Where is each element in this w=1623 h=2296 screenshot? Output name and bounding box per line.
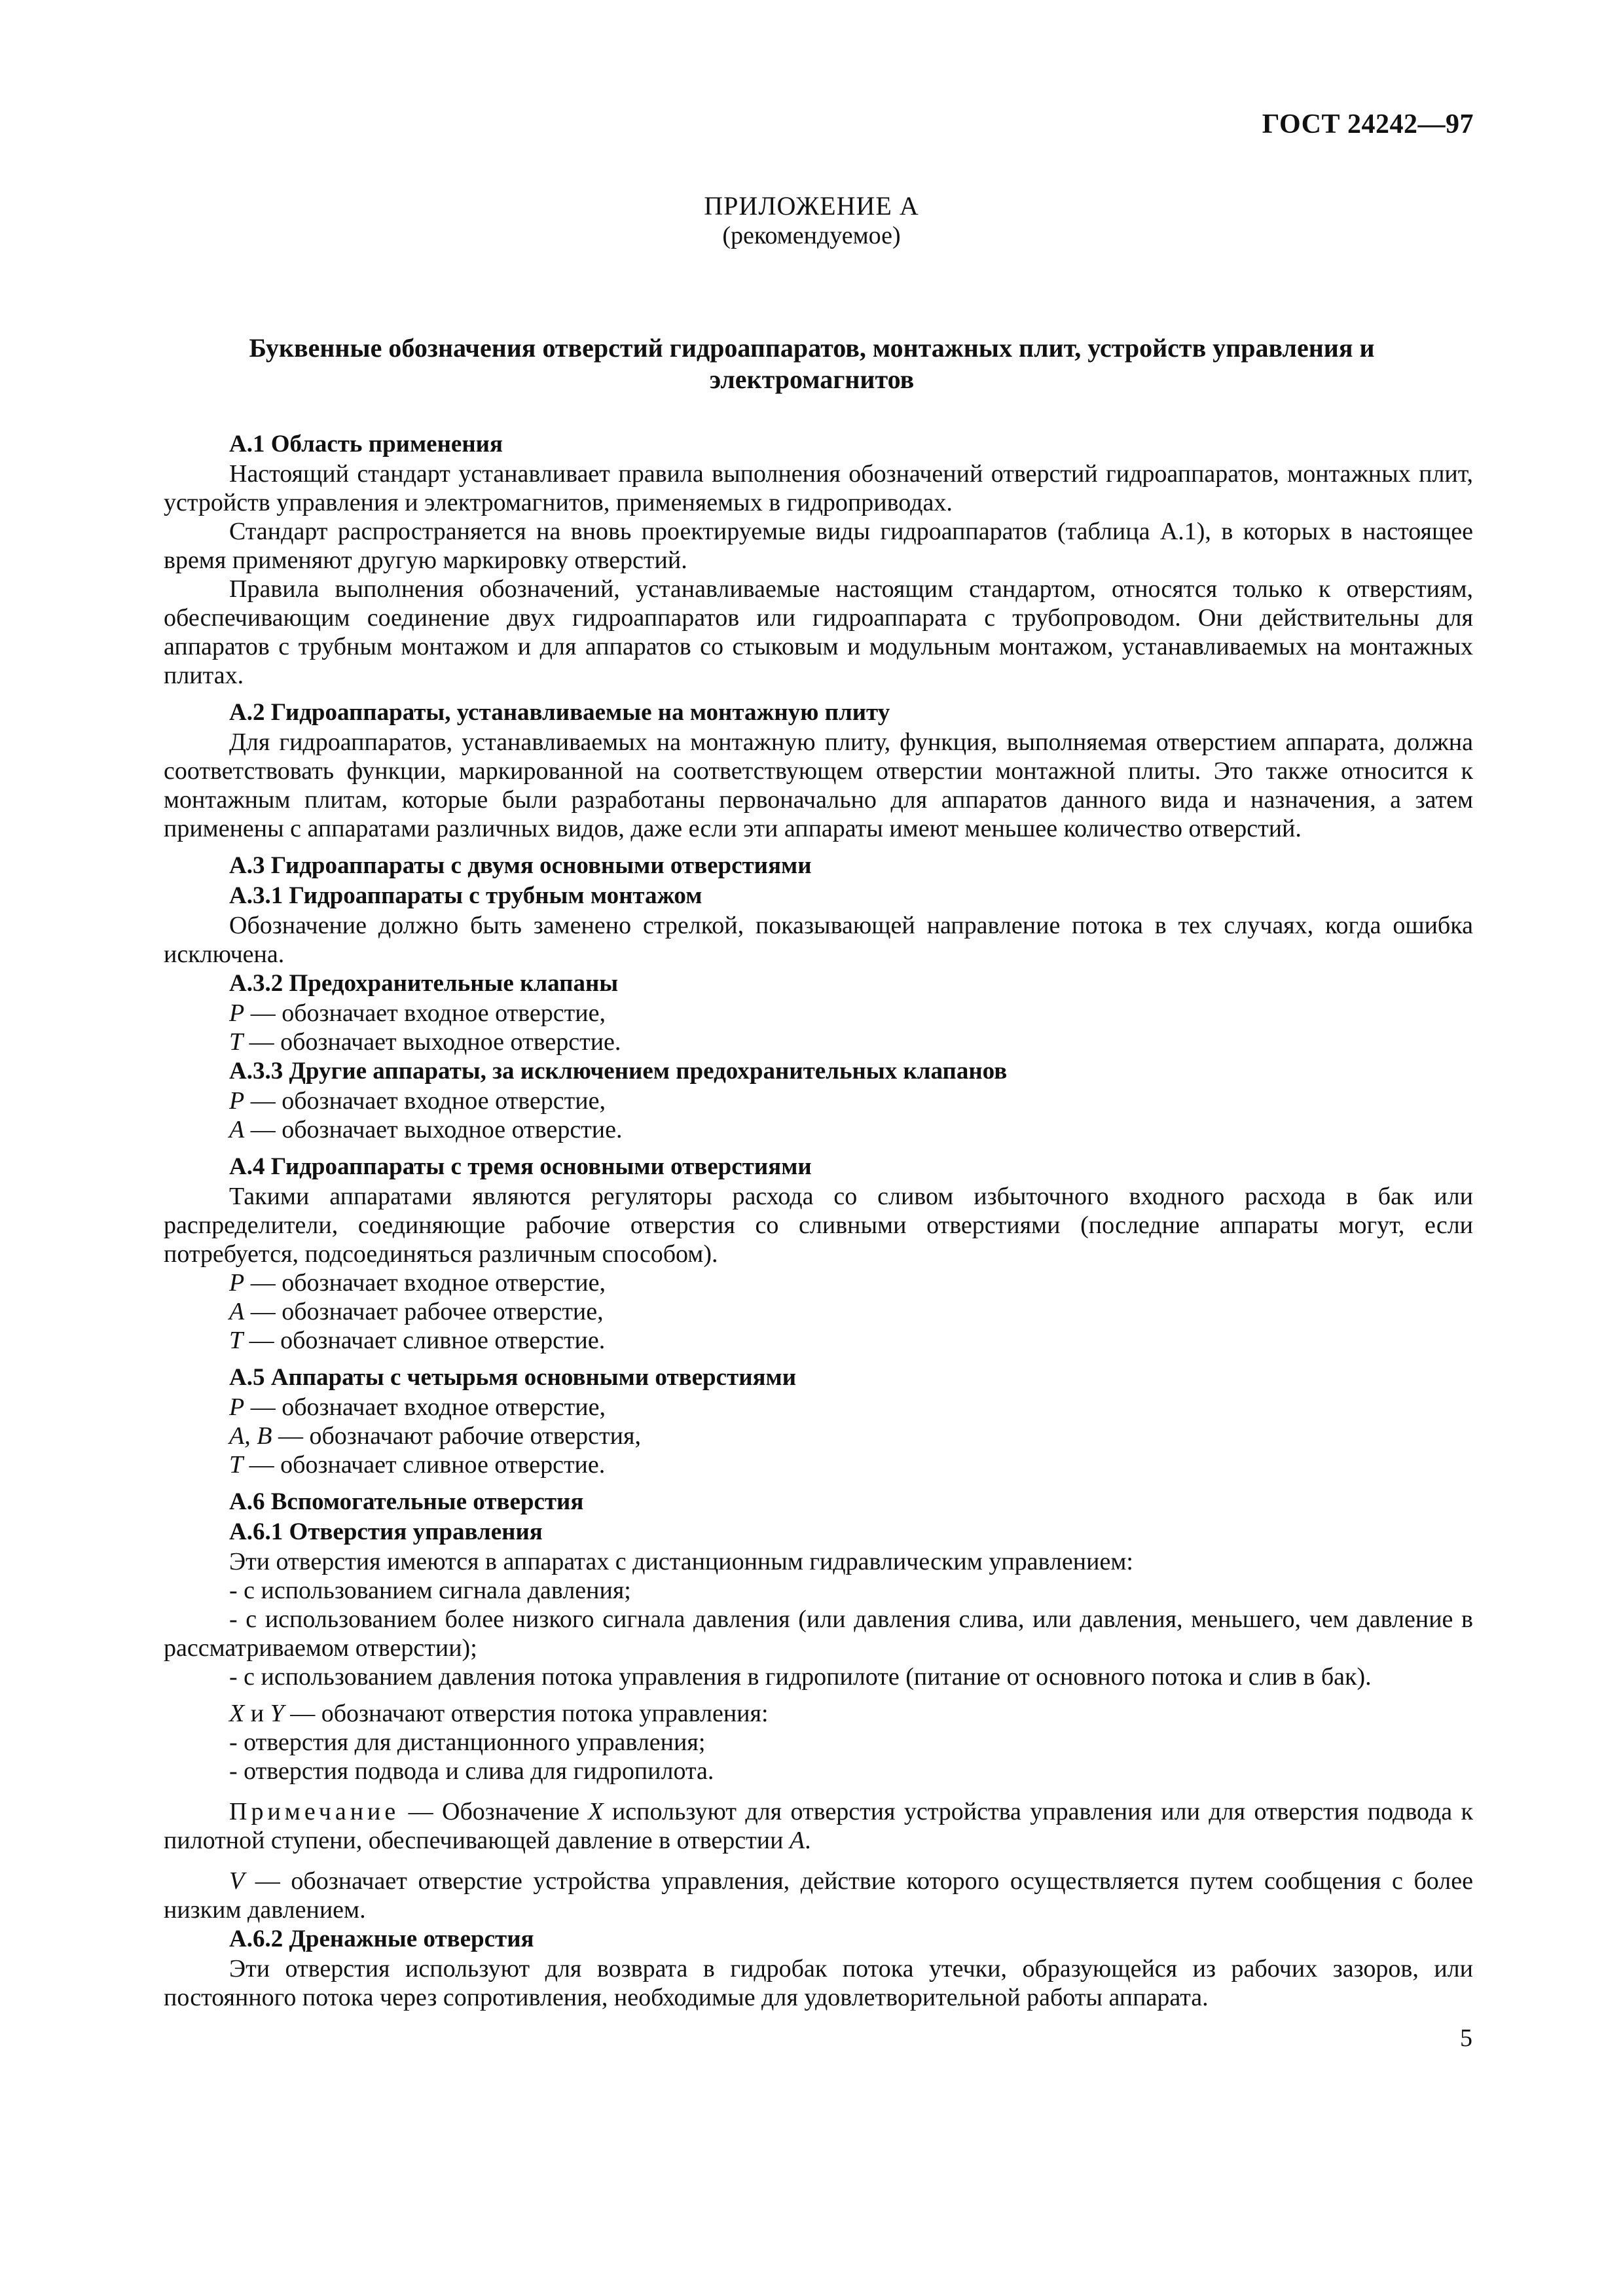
list-item-a4-1 — [164, 1268, 1473, 1297]
symbol: A, B — [229, 1422, 272, 1450]
list-item-a5-2 — [164, 1422, 1473, 1450]
list-text: — обозначает входное отверстие, — [244, 1087, 606, 1115]
list-item-a3-2-1 — [164, 999, 1473, 1028]
symbol: P — [229, 1269, 245, 1297]
paragraph-a1-3: Правила выполнения обозначений, устанавливаемые настоящим стандартом, относятся только к отверстиям, обеспечивающим соединение двух гидроаппаратов или гидроаппарата с трубопроводом. Они действительны для аппаратов с трубным монтажом и для аппаратов со стыковым и модульным монтажом, устанавливаемых на монтажных плитах. — [164, 575, 1473, 689]
list-item-a5-3 — [164, 1450, 1473, 1479]
section-heading-a5: А.5 Аппараты с четырьмя основными отверстиями — [229, 1364, 797, 1391]
list-item-a3-3-2 — [164, 1115, 1473, 1144]
list-item-a4-3 — [164, 1326, 1473, 1355]
list-text: — обозначает входное отверстие, — [244, 1393, 606, 1421]
list-text: — обозначают рабочие отверстия, — [272, 1422, 641, 1450]
list-item-a3-2-2 — [164, 1028, 1473, 1056]
conjunction: и — [244, 1700, 270, 1727]
list-item-a6-1-3: - с использованием давления потока управления в гидропилоте (питание от основного потока и слив в бак). — [229, 1663, 1372, 1691]
section-heading-a1: А.1 Область применения — [229, 431, 503, 457]
appendix-subtitle: (рекомендуемое) — [722, 222, 901, 249]
list-item-a3-3-1 — [164, 1086, 1473, 1115]
appendix-heading — [0, 191, 1623, 250]
list-text: — обозначает сливное отверстие. — [243, 1451, 606, 1479]
list-text: — обозначает сливное отверстие. — [243, 1327, 606, 1354]
note-text: используют для отверстия устройства управления или для отверстия подвода к пилотной ступени, обеспечивающей давление в отверстии — [164, 1798, 1474, 1854]
symbol: A — [229, 1116, 245, 1143]
paragraph-xy — [164, 1699, 1473, 1728]
section-heading-a3-1: А.3.1 Гидроаппараты с трубным монтажом — [229, 882, 702, 909]
list-item-a4-2 — [164, 1297, 1473, 1326]
paragraph-a6-1: Эти отверстия имеются в аппаратах с дистанционным гидравлическим управлением: — [229, 1548, 1133, 1575]
symbol: X — [229, 1700, 245, 1727]
section-heading-a3-2: А.3.2 Предохранительные клапаны — [229, 970, 619, 997]
paragraph-v — [164, 1867, 1473, 1924]
note-end: . — [805, 1827, 811, 1854]
paragraph-a4-1: Такими аппаратами являются регуляторы расхода со сливом избыточного входного расхода в бак или распределители, соединяющие рабочие отверстия со сливными отверстиями (последние аппараты могут, если потребуется, подсоединяться различным способом). — [164, 1183, 1473, 1268]
list-text: — обозначают отверстия потока управления: — [283, 1700, 769, 1727]
list-item-a6-1-5: - отверстия подвода и слива для гидропилота. — [229, 1757, 714, 1785]
main-title: Буквенные обозначения отверстий гидроаппаратов, монтажных плит, устройств управления и электромагнитов — [249, 333, 1375, 394]
paragraph-a3-1: Обозначение должно быть заменено стрелкой, показывающей направление потока в тех случаях, когда ошибка исключена. — [164, 912, 1473, 968]
symbol: P — [229, 999, 245, 1027]
page-number: 5 — [1460, 2024, 1472, 2052]
symbol: V — [229, 1867, 245, 1895]
symbol: X — [588, 1798, 604, 1825]
symbol: T — [229, 1327, 244, 1354]
symbol: P — [229, 1393, 245, 1421]
note-dash: — Обозначение — [399, 1798, 589, 1825]
section-heading-a6-2: А.6.2 Дренажные отверстия — [229, 1926, 534, 1952]
list-item-a6-1-2: - с использованием более низкого сигнала давления (или давления слива, или давления, меньшего, чем давление в рассматриваемом отверстии); — [164, 1605, 1473, 1662]
list-text: — обозначает входное отверстие, — [244, 999, 606, 1027]
paragraph-a6-2: Эти отверстия используют для возврата в гидробак потока утечки, образующейся из рабочих зазоров, или постоянного потока через сопротивления, необходимые для удовлетворительной работы аппарата. — [164, 1955, 1473, 2011]
paragraph-a1-2: Стандарт распространяется на вновь проектируемые виды гидроаппаратов (таблица А.1), в которых в настоящее время применяют другую маркировку отверстий. — [164, 518, 1473, 574]
list-text: — обозначает выходное отверстие. — [243, 1028, 621, 1056]
section-heading-a4: А.4 Гидроаппараты с тремя основными отверстиями — [229, 1153, 812, 1180]
symbol: A — [789, 1827, 805, 1854]
list-text: — обозначает выходное отверстие. — [244, 1116, 623, 1143]
paragraph-a2-1: Для гидроаппаратов, устанавливаемых на монтажную плиту, функция, выполняемая отверстием аппарата, должна соответствовать функции, маркированной на соответствующем отверстии монтажной плиты. Это также относится к монтажным плитам, которые были разработаны первоначально для аппаратов данного вида и назначения, а затем применены с аппаратами различных видов, даже если эти аппараты имеют меньшее количество отверстий. — [164, 728, 1473, 842]
note — [164, 1797, 1473, 1855]
appendix-title: ПРИЛОЖЕНИЕ А — [704, 191, 919, 221]
list-text: — обозначает входное отверстие, — [244, 1269, 606, 1297]
symbol: T — [229, 1028, 244, 1056]
list-item-a6-1-4: - отверстия для дистанционного управления; — [229, 1729, 706, 1756]
section-heading-a6-1: А.6.1 Отверстия управления — [229, 1518, 543, 1545]
section-heading-a2: А.2 Гидроаппараты, устанавливаемые на монтажную плиту — [229, 699, 890, 726]
symbol: P — [229, 1087, 245, 1115]
note-label: Примечание — [229, 1798, 400, 1825]
section-heading-a3: А.3 Гидроаппараты с двумя основными отверстиями — [229, 852, 812, 879]
symbol: A — [229, 1298, 245, 1325]
section-heading-a3-3: А.3.3 Другие аппараты, за исключением предохранительных клапанов — [229, 1058, 1008, 1085]
symbol: T — [229, 1451, 244, 1479]
symbol: Y — [270, 1700, 284, 1727]
document-id: ГОСТ 24242—97 — [1262, 109, 1474, 139]
list-text: — обозначает рабочее отверстие, — [244, 1298, 604, 1325]
list-item-a6-1-1: - с использованием сигнала давления; — [229, 1577, 631, 1604]
list-item-a5-1 — [164, 1393, 1473, 1422]
paragraph-a1-1: Настоящий стандарт устанавливает правила выполнения обозначений отверстий гидроаппаратов, монтажных плит, устройств управления и электромагнитов, применяемых в гидроприводах. — [164, 460, 1473, 516]
document-body — [164, 429, 1473, 2012]
section-heading-a6: А.6 Вспомогательные отверстия — [229, 1488, 584, 1515]
paragraph-text: — обозначает отверстие устройства управления, действие которого осуществляется путем сообщения с более низким давлением. — [164, 1867, 1473, 1924]
